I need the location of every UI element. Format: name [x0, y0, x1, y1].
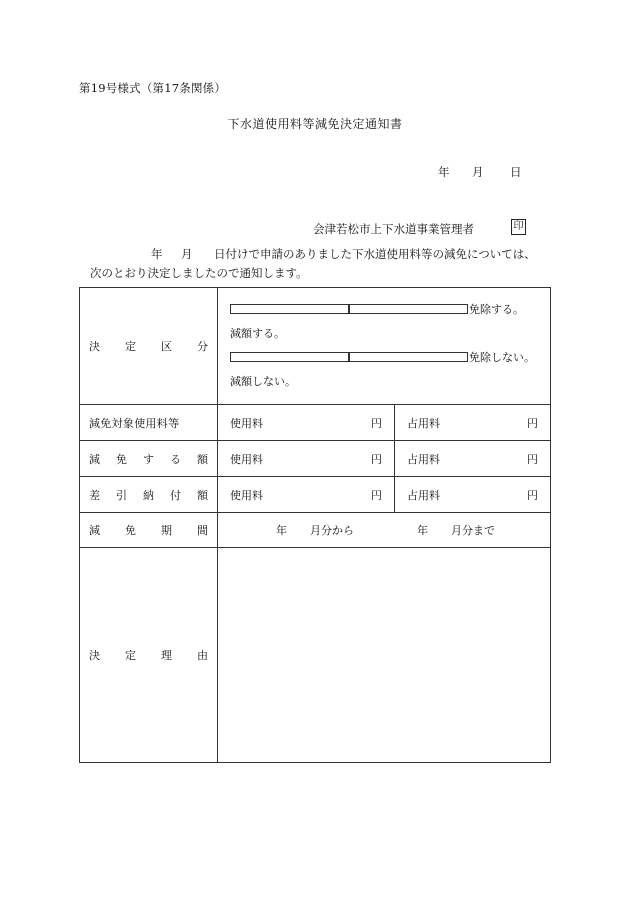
payment-usage-field[interactable]: 使用料 円 — [218, 477, 395, 513]
document-title: 下水道使用料等減免決定通知書 — [227, 117, 403, 131]
form-number: 第19号様式（第17条関係） — [79, 81, 227, 95]
row-period — [80, 513, 551, 548]
label-period: 減 免 期 間 — [80, 513, 218, 548]
decision-options — [218, 288, 551, 405]
intro-line-1-rest: 日付けで申請のありました下水道使用料等の減免については、 — [214, 247, 536, 261]
reduction-usage-field[interactable]: 使用料 円 — [218, 441, 395, 477]
target-occupancy-field[interactable]: 占用料 円 — [395, 405, 551, 441]
row-reason — [80, 548, 551, 763]
seal-box: 印 — [511, 219, 526, 235]
label-reason: 決 定 理 由 — [80, 548, 218, 763]
label-reduction: 減 免 す る 額 — [80, 441, 218, 477]
reduction-occupancy-field[interactable]: 占用料 円 — [395, 441, 551, 477]
checkbox-icon[interactable] — [348, 352, 468, 362]
label-payment: 差 引 納 付 額 — [80, 477, 218, 513]
date-day: 日 — [510, 165, 522, 179]
intro-month: 月 — [181, 247, 193, 261]
intro-line-1 — [79, 245, 559, 264]
period-field[interactable] — [218, 513, 551, 548]
intro-text — [79, 245, 559, 283]
reason-field[interactable] — [218, 548, 551, 763]
period-from-year: 年 — [276, 524, 287, 537]
period-from-month: 月分から — [310, 524, 354, 537]
issuer-name: 会津若松市上下水道事業管理者 — [313, 222, 474, 236]
row-reduction — [80, 441, 551, 477]
row-payment — [80, 477, 551, 513]
option-reduce[interactable]: 減額する。 — [230, 298, 348, 346]
intro-line-2: 次のとおり決定しましたので通知します。 — [90, 266, 308, 280]
option-no-exempt[interactable]: 免除しない。 — [348, 346, 535, 394]
label-decision: 決 定 区 分 — [80, 288, 218, 405]
label-target: 減免対象使用料等 — [80, 405, 218, 441]
checkbox-icon[interactable] — [230, 304, 350, 314]
period-to-year: 年 — [417, 524, 428, 537]
issue-date — [438, 164, 522, 180]
checkbox-icon[interactable] — [230, 352, 350, 362]
target-usage-field[interactable]: 使用料 円 — [218, 405, 395, 441]
date-month: 月 — [472, 165, 484, 179]
payment-occupancy-field[interactable]: 占用料 円 — [395, 477, 551, 513]
option-no-reduce[interactable]: 減額しない。 — [230, 346, 348, 394]
option-exempt[interactable]: 免除する。 — [348, 298, 524, 346]
row-decision — [80, 288, 551, 405]
decision-table — [79, 287, 551, 763]
date-year: 年 — [438, 165, 450, 179]
row-target — [80, 405, 551, 441]
intro-year: 年 — [151, 247, 163, 261]
checkbox-icon[interactable] — [348, 304, 468, 314]
period-to-month: 月分まで — [451, 524, 495, 537]
